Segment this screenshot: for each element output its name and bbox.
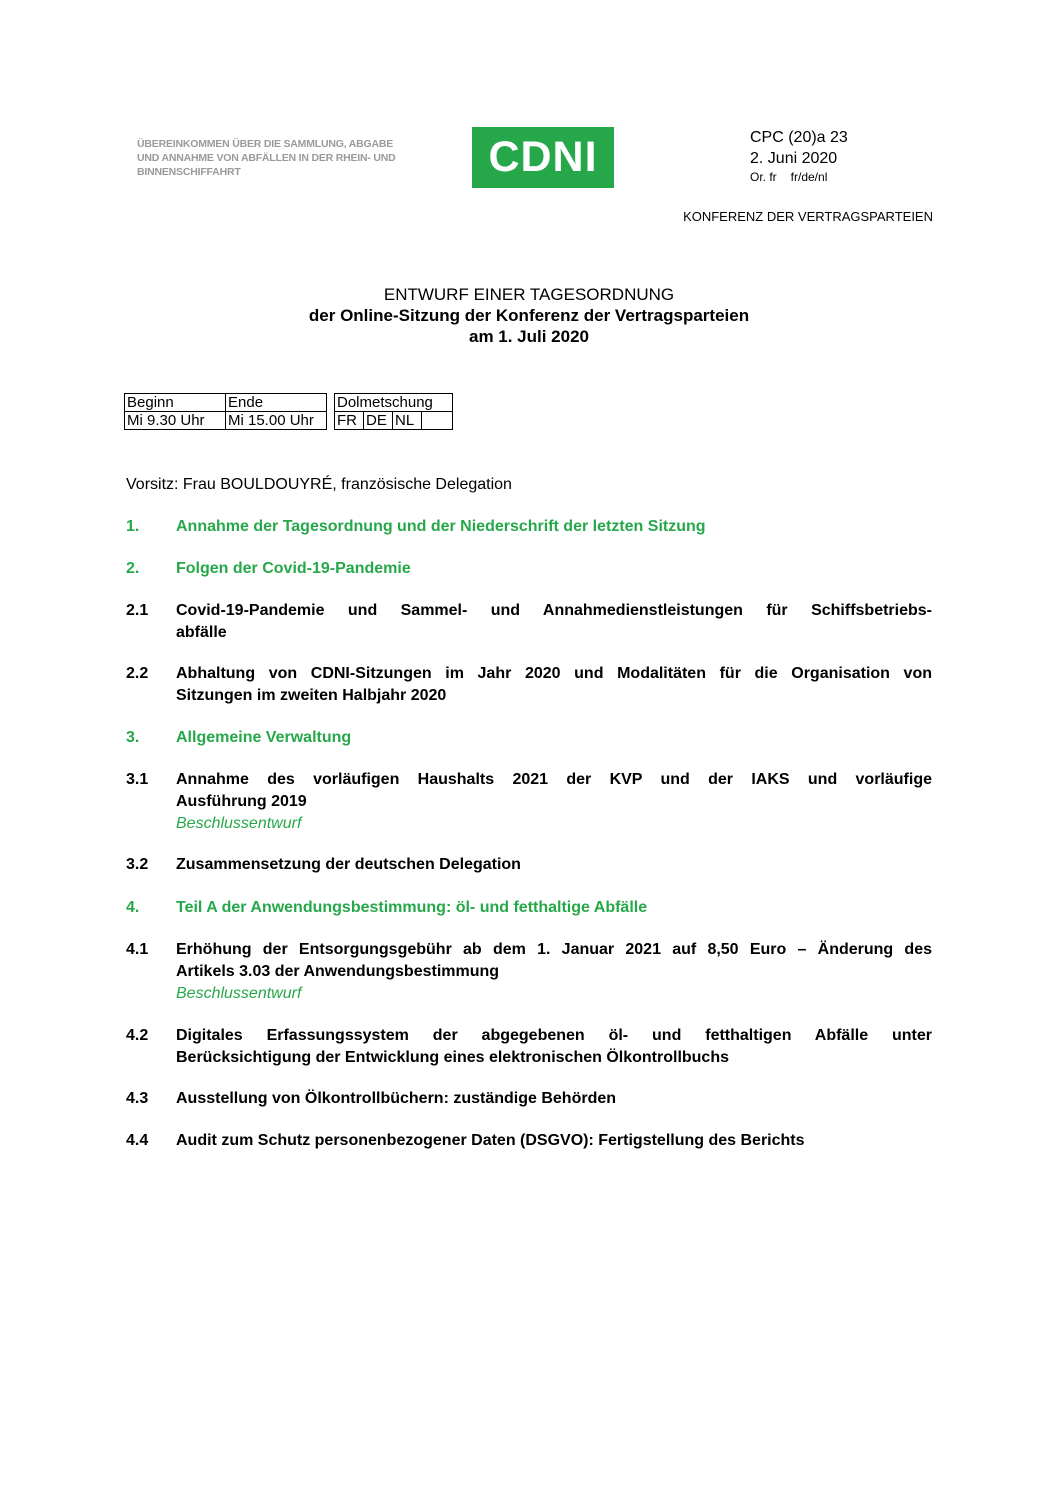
agenda-text (176, 854, 932, 876)
agenda-text (176, 1130, 932, 1152)
agenda-number: 2.2 (126, 665, 149, 682)
agenda-text-line: Ausstellung von Ölkontrollbüchern: zuständige Behörden (176, 1090, 617, 1107)
draft-decision-note: Beschlussentwurf (176, 985, 302, 1002)
languages: fr/de/nl (790, 170, 828, 184)
agenda-number: 1. (126, 518, 140, 535)
agenda-text (176, 600, 932, 644)
end-value: Mi 15.00 Uhr (226, 412, 327, 430)
agenda-number: 2. (126, 560, 140, 577)
agenda-text-line: Annahme des vorläufigen Haushalts 2021 der KVP und der IAKS und vorläufige (176, 771, 932, 788)
agenda-text-line: Artikels 3.03 der Anwendungsbestimmung (176, 963, 500, 980)
agenda-number: 4.3 (126, 1090, 149, 1107)
agenda-text (176, 1025, 932, 1069)
draft-decision-note: Beschlussentwurf (176, 815, 302, 832)
agenda-text-line: Annahme der Tagesordnung und der Niederschrift der letzten Sitzung (176, 518, 706, 535)
title-line-3: am 1. Juli 2020 (468, 327, 590, 346)
org-line: BINNENSCHIFFAHRT (137, 166, 241, 178)
agenda-text-line: Zusammensetzung der deutschen Delegation (176, 856, 521, 873)
agenda-text (176, 516, 932, 538)
agenda-text-line: abfälle (176, 624, 227, 641)
agenda-text-line: Ausführung 2019 (176, 793, 307, 810)
agenda-text-line: Folgen der Covid-19-Pandemie (176, 560, 411, 577)
chair-line: Vorsitz: Frau BOULDOUYRÉ, französische Delegation (126, 476, 512, 493)
doc-date: 2. Juni 2020 (750, 150, 838, 167)
agenda-text (176, 897, 932, 919)
agenda-text (176, 1088, 932, 1110)
agenda-number: 3. (126, 729, 140, 746)
agenda-text-line: Abhaltung von CDNI-Sitzungen im Jahr 2020 und Modalitäten für die Organisation von (176, 665, 932, 682)
agenda-text-line: Allgemeine Verwaltung (176, 729, 352, 746)
agenda-text (176, 769, 932, 835)
interp-lang: DE (364, 412, 393, 430)
interp-lang: NL (393, 412, 422, 430)
agenda-number: 4. (126, 899, 140, 916)
org-line: UND ANNAHME VON ABFÄLLEN IN DER RHEIN- UND (137, 152, 396, 164)
agenda-text-line: Audit zum Schutz personenbezogener Daten (DSGVO): Fertigstellung des Berichts (176, 1132, 805, 1149)
agenda-number: 4.1 (126, 941, 149, 958)
agenda-text-line: Covid-19-Pandemie und Sammel- und Annahmedienstleistungen für Schiffsbetriebs- (176, 602, 932, 619)
agenda-number: 2.1 (126, 602, 149, 619)
agenda-text (176, 558, 932, 580)
agenda-text-line: Erhöhung der Entsorgungsgebühr ab dem 1. Januar 2021 auf 8,50 Euro – Änderung des (176, 941, 932, 958)
interpretation-label: Dolmetschung (335, 394, 453, 412)
begin-value: Mi 9.30 Uhr (125, 412, 226, 430)
agenda-text-line: Digitales Erfassungssystem der abgegebenen öl- und fetthaltigen Abfälle unter (176, 1027, 932, 1044)
end-label: Ende (226, 394, 327, 412)
agenda-number: 3.1 (126, 771, 149, 788)
agenda-number: 4.2 (126, 1027, 149, 1044)
agenda-text-line: Berücksichtigung der Entwicklung eines elektronischen Ölkontrollbuchs (176, 1049, 729, 1066)
agenda-list (126, 0, 932, 1497)
agenda-text (176, 663, 932, 707)
org-line: ÜBEREINKOMMEN ÜBER DIE SAMMLUNG, ABGABE (137, 138, 394, 150)
title-line-2: der Online-Sitzung der Konferenz der Vertragsparteien (308, 306, 750, 325)
logo-text: CDNI (488, 133, 598, 181)
agenda-number: 4.4 (126, 1132, 149, 1149)
interp-lang: FR (335, 412, 364, 430)
title-line-1: ENTWURF EINER TAGESORDNUNG (383, 285, 675, 304)
conference-label: KONFERENZ DER VERTRAGSPARTEIEN (683, 209, 933, 224)
original-language: Or. fr (750, 170, 777, 184)
agenda-text-line: Sitzungen im zweiten Halbjahr 2020 (176, 687, 447, 704)
begin-label: Beginn (125, 394, 226, 412)
agenda-text (176, 939, 932, 1005)
doc-number: CPC (20)a 23 (750, 129, 848, 146)
agenda-text (176, 727, 932, 749)
agenda-number: 3.2 (126, 856, 149, 873)
agenda-text-line: Teil A der Anwendungsbestimmung: öl- und fetthaltige Abfälle (176, 899, 648, 916)
